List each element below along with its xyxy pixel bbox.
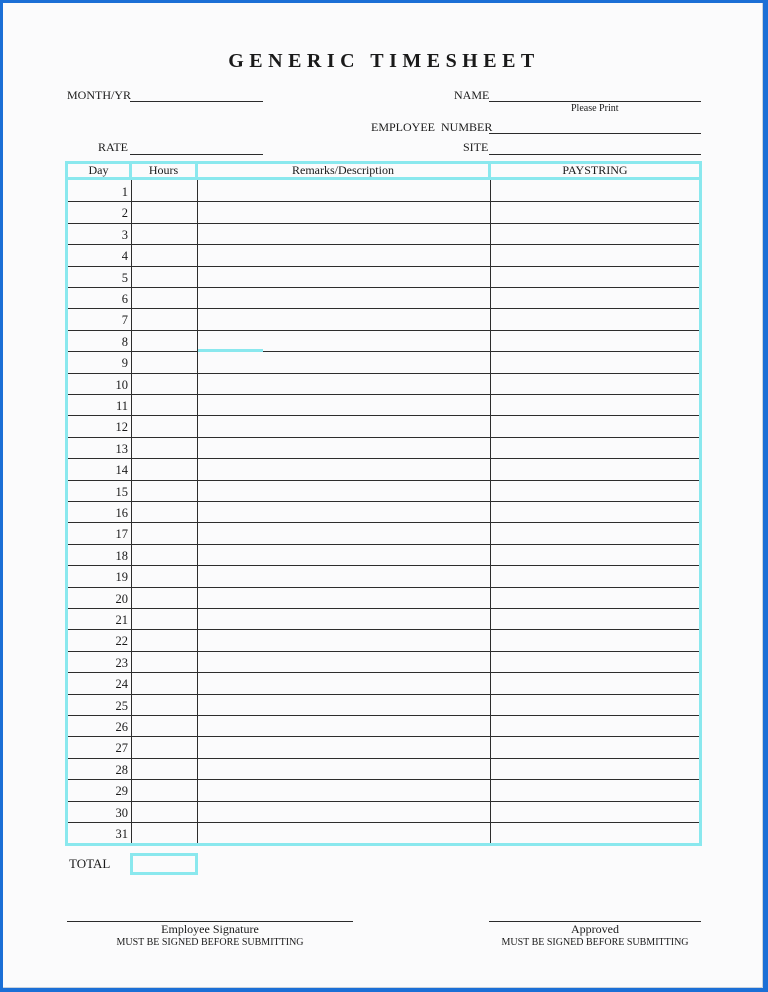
highlight-mark <box>198 349 263 352</box>
table-row <box>68 629 699 650</box>
day-number: 30 <box>115 805 128 820</box>
hours-cell[interactable] <box>135 632 194 648</box>
table-row <box>68 266 699 287</box>
day-number: 22 <box>115 634 128 649</box>
table-row <box>68 801 699 822</box>
column-header-day: Day <box>68 164 129 180</box>
paystring-cell[interactable] <box>494 333 696 349</box>
paystring-cell[interactable] <box>494 376 696 392</box>
hours-cell[interactable] <box>135 547 194 563</box>
paystring-cell[interactable] <box>494 226 696 242</box>
paystring-cell[interactable] <box>494 290 696 306</box>
paystring-cell[interactable] <box>494 804 696 820</box>
remarks-cell[interactable] <box>201 418 487 434</box>
remarks-cell[interactable] <box>201 761 487 777</box>
day-number: 27 <box>115 741 128 756</box>
paystring-cell[interactable] <box>494 547 696 563</box>
remarks-cell[interactable] <box>201 354 487 370</box>
paystring-cell[interactable] <box>494 247 696 263</box>
day-number: 11 <box>115 399 128 413</box>
employee-signature-note: MUST BE SIGNED BEFORE SUBMITTING <box>116 937 304 948</box>
hours-cell[interactable] <box>135 568 194 584</box>
paystring-cell[interactable] <box>494 675 696 691</box>
hours-cell[interactable] <box>135 247 194 263</box>
paystring-cell[interactable] <box>494 483 696 499</box>
remarks-cell[interactable] <box>201 440 487 456</box>
column-header-remarks: Remarks/Description <box>198 164 488 180</box>
day-number: 29 <box>115 784 128 799</box>
month-yr-label: MONTH/YR <box>67 88 132 102</box>
day-number: 20 <box>115 591 128 606</box>
remarks-cell[interactable] <box>201 204 487 220</box>
day-number: 16 <box>115 506 128 520</box>
paystring-cell[interactable] <box>494 568 696 584</box>
employee-signature-label: Employee Signature <box>161 922 259 936</box>
remarks-cell[interactable] <box>201 376 487 392</box>
paystring-cell[interactable] <box>494 654 696 670</box>
column-header-hours: Hours <box>132 164 195 180</box>
hours-cell[interactable] <box>135 739 194 755</box>
day-number: 24 <box>115 677 128 692</box>
remarks-cell[interactable] <box>201 333 487 349</box>
table-row <box>68 308 699 329</box>
remarks-cell[interactable] <box>201 247 487 263</box>
day-number: 15 <box>115 484 128 499</box>
remarks-cell[interactable] <box>201 782 487 798</box>
table-row <box>68 330 699 351</box>
remarks-cell[interactable] <box>201 739 487 755</box>
table-row <box>68 544 699 565</box>
table-row <box>68 480 699 501</box>
table-row <box>68 501 699 522</box>
remarks-cell[interactable] <box>201 568 487 584</box>
remarks-cell[interactable] <box>201 654 487 670</box>
table-row <box>68 736 699 757</box>
timesheet-table <box>65 161 702 846</box>
paystring-cell[interactable] <box>494 782 696 798</box>
name-label: NAME <box>454 88 490 102</box>
hours-cell[interactable] <box>135 590 194 606</box>
total-label: TOTAL <box>69 856 111 871</box>
hours-cell[interactable] <box>135 183 194 199</box>
day-number: 3 <box>121 227 128 242</box>
name-field[interactable] <box>489 101 701 102</box>
paystring-cell[interactable] <box>494 611 696 627</box>
day-number: 17 <box>115 527 128 542</box>
hours-cell[interactable] <box>135 333 194 349</box>
paystring-cell[interactable] <box>494 525 696 541</box>
hours-cell[interactable] <box>135 461 194 477</box>
paystring-cell[interactable] <box>494 632 696 648</box>
remarks-cell[interactable] <box>201 697 487 713</box>
rate-field[interactable] <box>130 154 263 155</box>
day-number: 4 <box>121 249 128 264</box>
day-number: 21 <box>115 613 128 627</box>
remarks-cell[interactable] <box>201 483 487 499</box>
hours-cell[interactable] <box>135 376 194 392</box>
day-number: 31 <box>115 827 128 841</box>
please-print-hint: Please Print <box>571 103 619 114</box>
day-number: 2 <box>121 206 128 221</box>
paystring-cell[interactable] <box>494 418 696 434</box>
day-number: 10 <box>115 377 128 392</box>
table-row <box>68 651 699 672</box>
table-row <box>68 373 699 394</box>
paystring-cell[interactable] <box>494 269 696 285</box>
remarks-cell[interactable] <box>201 675 487 691</box>
rate-label: RATE <box>98 140 128 154</box>
table-row <box>68 715 699 736</box>
table-row <box>68 201 699 222</box>
hours-cell[interactable] <box>135 525 194 541</box>
day-number: 6 <box>121 292 128 306</box>
paystring-cell[interactable] <box>494 461 696 477</box>
remarks-cell[interactable] <box>201 590 487 606</box>
month-yr-field[interactable] <box>130 101 263 102</box>
hours-cell[interactable] <box>135 311 194 327</box>
approved-label: Approved <box>571 922 619 936</box>
table-row <box>68 437 699 458</box>
remarks-cell[interactable] <box>201 547 487 563</box>
table-row <box>68 758 699 779</box>
day-number: 18 <box>115 548 128 563</box>
day-number: 7 <box>121 313 128 328</box>
day-number: 12 <box>115 420 128 435</box>
table-row <box>68 522 699 543</box>
table-row <box>68 394 699 415</box>
remarks-cell[interactable] <box>201 525 487 541</box>
remarks-cell[interactable] <box>201 804 487 820</box>
day-number: 8 <box>121 334 128 349</box>
paystring-cell[interactable] <box>494 311 696 327</box>
table-row <box>68 608 699 629</box>
table-row <box>68 351 699 372</box>
remarks-cell[interactable] <box>201 504 487 520</box>
paystring-cell[interactable] <box>494 825 696 841</box>
hours-cell[interactable] <box>135 226 194 242</box>
day-number: 14 <box>115 463 128 478</box>
hours-cell[interactable] <box>135 611 194 627</box>
table-row <box>68 180 699 201</box>
site-label: SITE <box>463 140 489 154</box>
hours-cell[interactable] <box>135 825 194 841</box>
hours-cell[interactable] <box>135 354 194 370</box>
day-number: 28 <box>115 762 128 777</box>
day-number: 13 <box>115 441 128 456</box>
site-field[interactable] <box>489 154 701 155</box>
table-row <box>68 587 699 608</box>
table-row <box>68 672 699 693</box>
table-row <box>68 458 699 479</box>
remarks-cell[interactable] <box>201 611 487 627</box>
table-row <box>68 694 699 715</box>
remarks-cell[interactable] <box>201 825 487 841</box>
paystring-cell[interactable] <box>494 739 696 755</box>
hours-cell[interactable] <box>135 761 194 777</box>
hours-cell[interactable] <box>135 290 194 306</box>
remarks-cell[interactable] <box>201 632 487 648</box>
paystring-cell[interactable] <box>494 397 696 413</box>
day-number: 5 <box>121 270 128 285</box>
hours-cell[interactable] <box>135 397 194 413</box>
paystring-cell[interactable] <box>494 183 696 199</box>
day-number: 1 <box>121 185 128 199</box>
hours-cell[interactable] <box>135 440 194 456</box>
paystring-cell[interactable] <box>494 718 696 734</box>
hours-cell[interactable] <box>135 204 194 220</box>
day-number: 26 <box>115 720 128 734</box>
remarks-cell[interactable] <box>201 269 487 285</box>
hours-cell[interactable] <box>135 675 194 691</box>
employee-number-label: EMPLOYEE NUMBER <box>371 120 493 134</box>
paystring-cell[interactable] <box>494 204 696 220</box>
day-number: 25 <box>115 698 128 713</box>
table-row <box>68 287 699 308</box>
hours-cell[interactable] <box>135 483 194 499</box>
hours-cell[interactable] <box>135 782 194 798</box>
total-hours-box[interactable] <box>130 853 198 875</box>
table-row <box>68 244 699 265</box>
table-row <box>68 223 699 244</box>
hours-cell[interactable] <box>135 654 194 670</box>
remarks-cell[interactable] <box>201 226 487 242</box>
remarks-cell[interactable] <box>201 461 487 477</box>
page-title: GENERIC TIMESHEET <box>228 50 540 72</box>
paystring-cell[interactable] <box>494 697 696 713</box>
paystring-cell[interactable] <box>494 440 696 456</box>
hours-cell[interactable] <box>135 697 194 713</box>
hours-cell[interactable] <box>135 804 194 820</box>
paystring-cell[interactable] <box>494 354 696 370</box>
employee-number-field[interactable] <box>489 133 701 134</box>
remarks-cell[interactable] <box>201 290 487 306</box>
table-row <box>68 822 699 843</box>
table-row <box>68 565 699 586</box>
paystring-cell[interactable] <box>494 761 696 777</box>
table-row <box>68 415 699 436</box>
day-number: 19 <box>115 570 128 585</box>
remarks-cell[interactable] <box>201 718 487 734</box>
table-row <box>68 779 699 800</box>
remarks-cell[interactable] <box>201 311 487 327</box>
hours-cell[interactable] <box>135 418 194 434</box>
paystring-cell[interactable] <box>494 590 696 606</box>
remarks-cell[interactable] <box>201 397 487 413</box>
column-header-paystring: PAYSTRING <box>491 164 699 180</box>
hours-cell[interactable] <box>135 269 194 285</box>
paystring-cell[interactable] <box>494 504 696 520</box>
hours-cell[interactable] <box>135 718 194 734</box>
approved-note: MUST BE SIGNED BEFORE SUBMITTING <box>501 937 689 948</box>
day-number: 23 <box>115 655 128 670</box>
day-number: 9 <box>121 356 128 371</box>
hours-cell[interactable] <box>135 504 194 520</box>
remarks-cell[interactable] <box>201 183 487 199</box>
